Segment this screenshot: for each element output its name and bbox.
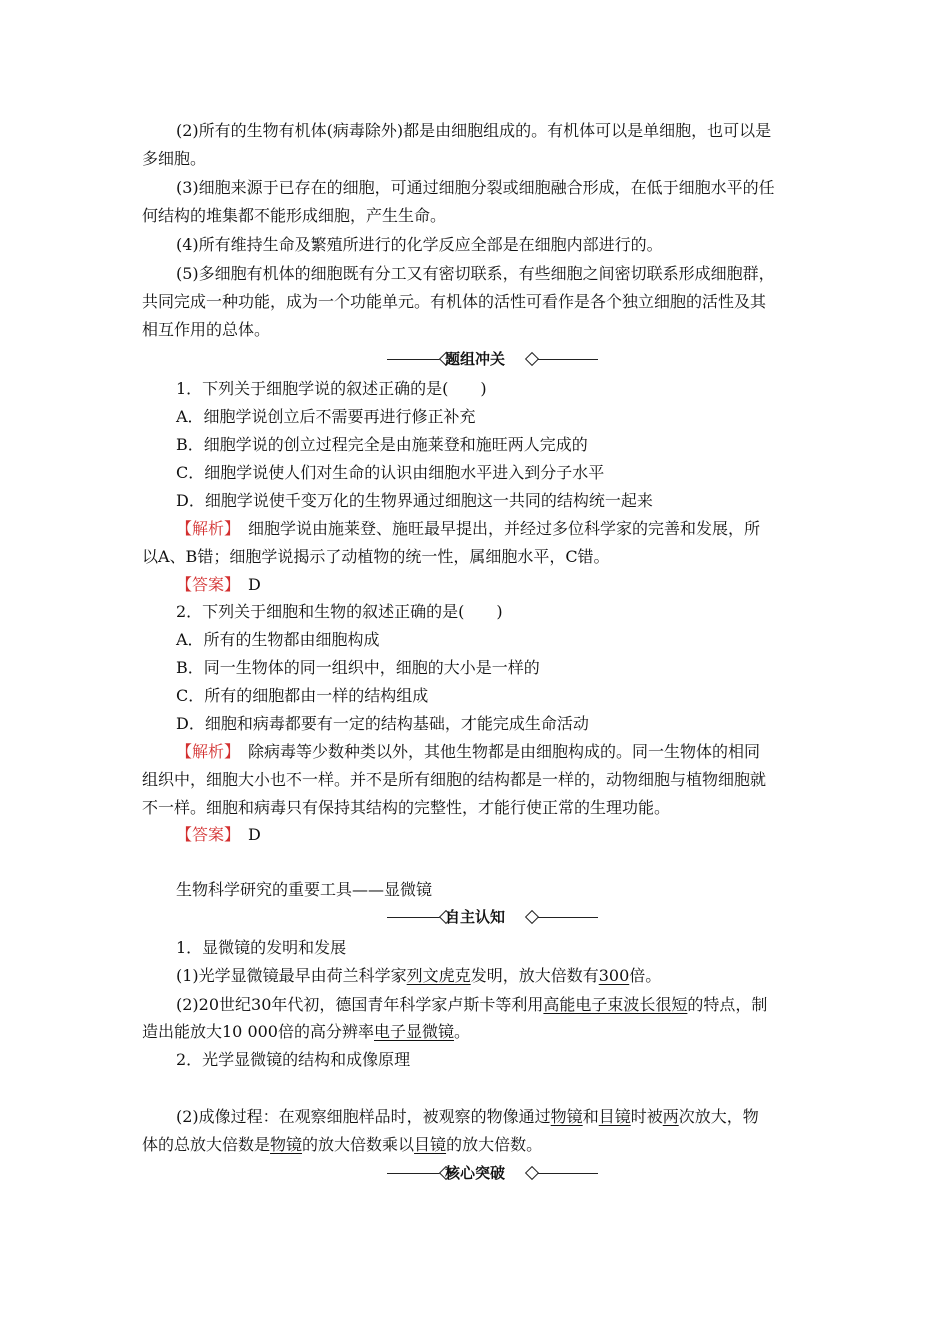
text: 造出能放大10 000倍的高分辨率 bbox=[142, 1022, 374, 1041]
section-title: 核心突破 bbox=[444, 1164, 505, 1182]
answer-tag: 【答案】 bbox=[176, 825, 233, 844]
section-title: 题组冲关 bbox=[444, 350, 505, 368]
fill-line bbox=[142, 1022, 470, 1042]
option-a: A．细胞学说创立后不需要再进行修正补充 bbox=[176, 407, 476, 426]
analysis-line: 组织中，细胞大小也不一样。并不是所有细胞的结构都是一样的，动物细胞与植物细胞就 bbox=[142, 770, 767, 789]
text: 。 bbox=[454, 1022, 471, 1041]
paragraph-line: 相互作用的总体。 bbox=[142, 320, 271, 339]
text: (1)光学显微镜最早由荷兰科学家 bbox=[176, 966, 407, 985]
option-c: C．细胞学说使人们对生命的认识由细胞水平进入到分子水平 bbox=[176, 463, 605, 482]
text: 的放大倍数。 bbox=[446, 1135, 543, 1154]
paragraph-line: (3)细胞来源于已存在的细胞，可通过细胞分裂或细胞融合形成，在低于细胞水平的任 bbox=[176, 178, 775, 197]
blank-answer: 高能电子束波长很短 bbox=[543, 995, 688, 1014]
blank-answer: 300 bbox=[598, 966, 630, 985]
analysis-line: 以A、B错；细胞学说揭示了动植物的统一性，属细胞水平，C错。 bbox=[142, 547, 610, 566]
analysis-line: 不一样。细胞和病毒只有保持其结构的完整性，才能行使正常的生理功能。 bbox=[142, 798, 671, 817]
answer-tag: 【答案】 bbox=[176, 575, 233, 594]
text: (2)20世纪30年代初，德国青年科学家卢斯卡等利用 bbox=[176, 995, 544, 1014]
option-d: D．细胞学说使千变万化的生物界通过细胞这一共同的结构统一起来 bbox=[176, 491, 653, 510]
answer-line bbox=[176, 825, 261, 845]
analysis-text: 细胞学说由施莱登、施旺最早提出，并经过多位科学家的完善和发展，所 bbox=[232, 519, 761, 538]
fill-line bbox=[142, 1135, 542, 1155]
blank-answer: 目镜 bbox=[414, 1135, 447, 1154]
fill-line bbox=[176, 1107, 759, 1127]
question-stem: 2．下列关于细胞和生物的叙述正确的是( ) bbox=[176, 602, 503, 621]
text: 时被 bbox=[630, 1107, 663, 1126]
subheading: 1．显微镜的发明和发展 bbox=[176, 938, 347, 957]
option-b: B．同一生物体的同一组织中，细胞的大小是一样的 bbox=[176, 658, 540, 677]
paragraph-line: 共同完成一种功能，成为一个功能单元。有机体的活性可看作是各个独立细胞的活性及其 bbox=[142, 292, 767, 311]
topic-title: 生物科学研究的重要工具——显微镜 bbox=[176, 880, 433, 899]
answer-line bbox=[176, 575, 261, 595]
section-divider bbox=[0, 349, 950, 369]
option-c: C．所有的细胞都由一样的结构组成 bbox=[176, 686, 429, 705]
text: 体的总放大倍数是 bbox=[142, 1135, 271, 1154]
paragraph-line: (5)多细胞有机体的细胞既有分工又有密切联系，有些细胞之间密切联系形成细胞群， bbox=[176, 264, 775, 283]
fill-line bbox=[176, 966, 661, 986]
blank-answer: 列文虎克 bbox=[406, 966, 471, 985]
subheading: 2．光学显微镜的结构和成像原理 bbox=[176, 1050, 411, 1069]
analysis-line bbox=[176, 519, 760, 539]
section-divider bbox=[0, 907, 950, 927]
blank-answer: 物镜 bbox=[550, 1107, 583, 1126]
text: 的特点，制 bbox=[687, 995, 768, 1014]
fill-line bbox=[176, 995, 767, 1015]
analysis-tag: 【解析】 bbox=[176, 742, 233, 761]
option-a: A．所有的生物都由细胞构成 bbox=[176, 630, 380, 649]
blank-answer: 电子显微镜 bbox=[374, 1022, 455, 1041]
answer-value: D bbox=[232, 825, 261, 844]
option-b: B．细胞学说的创立过程完全是由施莱登和施旺两人完成的 bbox=[176, 435, 588, 454]
option-d: D．细胞和病毒都要有一定的结构基础，才能完成生命活动 bbox=[176, 714, 589, 733]
blank-answer: 两 bbox=[662, 1107, 679, 1126]
blank-answer: 物镜 bbox=[270, 1135, 303, 1154]
section-divider bbox=[0, 1163, 950, 1183]
section-title: 自主认知 bbox=[444, 908, 505, 926]
paragraph-line: 多细胞。 bbox=[142, 149, 207, 168]
paragraph-line: (4)所有维持生命及繁殖所进行的化学反应全部是在细胞内部进行的。 bbox=[176, 235, 663, 254]
answer-value: D bbox=[232, 575, 261, 594]
text: 发明，放大倍数有 bbox=[470, 966, 599, 985]
analysis-text: 除病毒等少数种类以外，其他生物都是由细胞构成的。同一生物体的相同 bbox=[232, 742, 761, 761]
text: 和 bbox=[582, 1107, 599, 1126]
paragraph-line: (2)所有的生物有机体(病毒除外)都是由细胞组成的。有机体可以是单细胞，也可以是 bbox=[176, 121, 772, 140]
paragraph-line: 何结构的堆集都不能形成细胞，产生生命。 bbox=[142, 206, 447, 225]
text: 次放大，物 bbox=[678, 1107, 759, 1126]
question-stem: 1．下列关于细胞学说的叙述正确的是( ) bbox=[176, 379, 487, 398]
text: 的放大倍数乘以 bbox=[302, 1135, 415, 1154]
text: (2)成像过程：在观察细胞样品时，被观察的物像通过 bbox=[176, 1107, 551, 1126]
analysis-tag: 【解析】 bbox=[176, 519, 233, 538]
blank-answer: 目镜 bbox=[598, 1107, 631, 1126]
analysis-line bbox=[176, 742, 760, 762]
text: 倍。 bbox=[629, 966, 662, 985]
